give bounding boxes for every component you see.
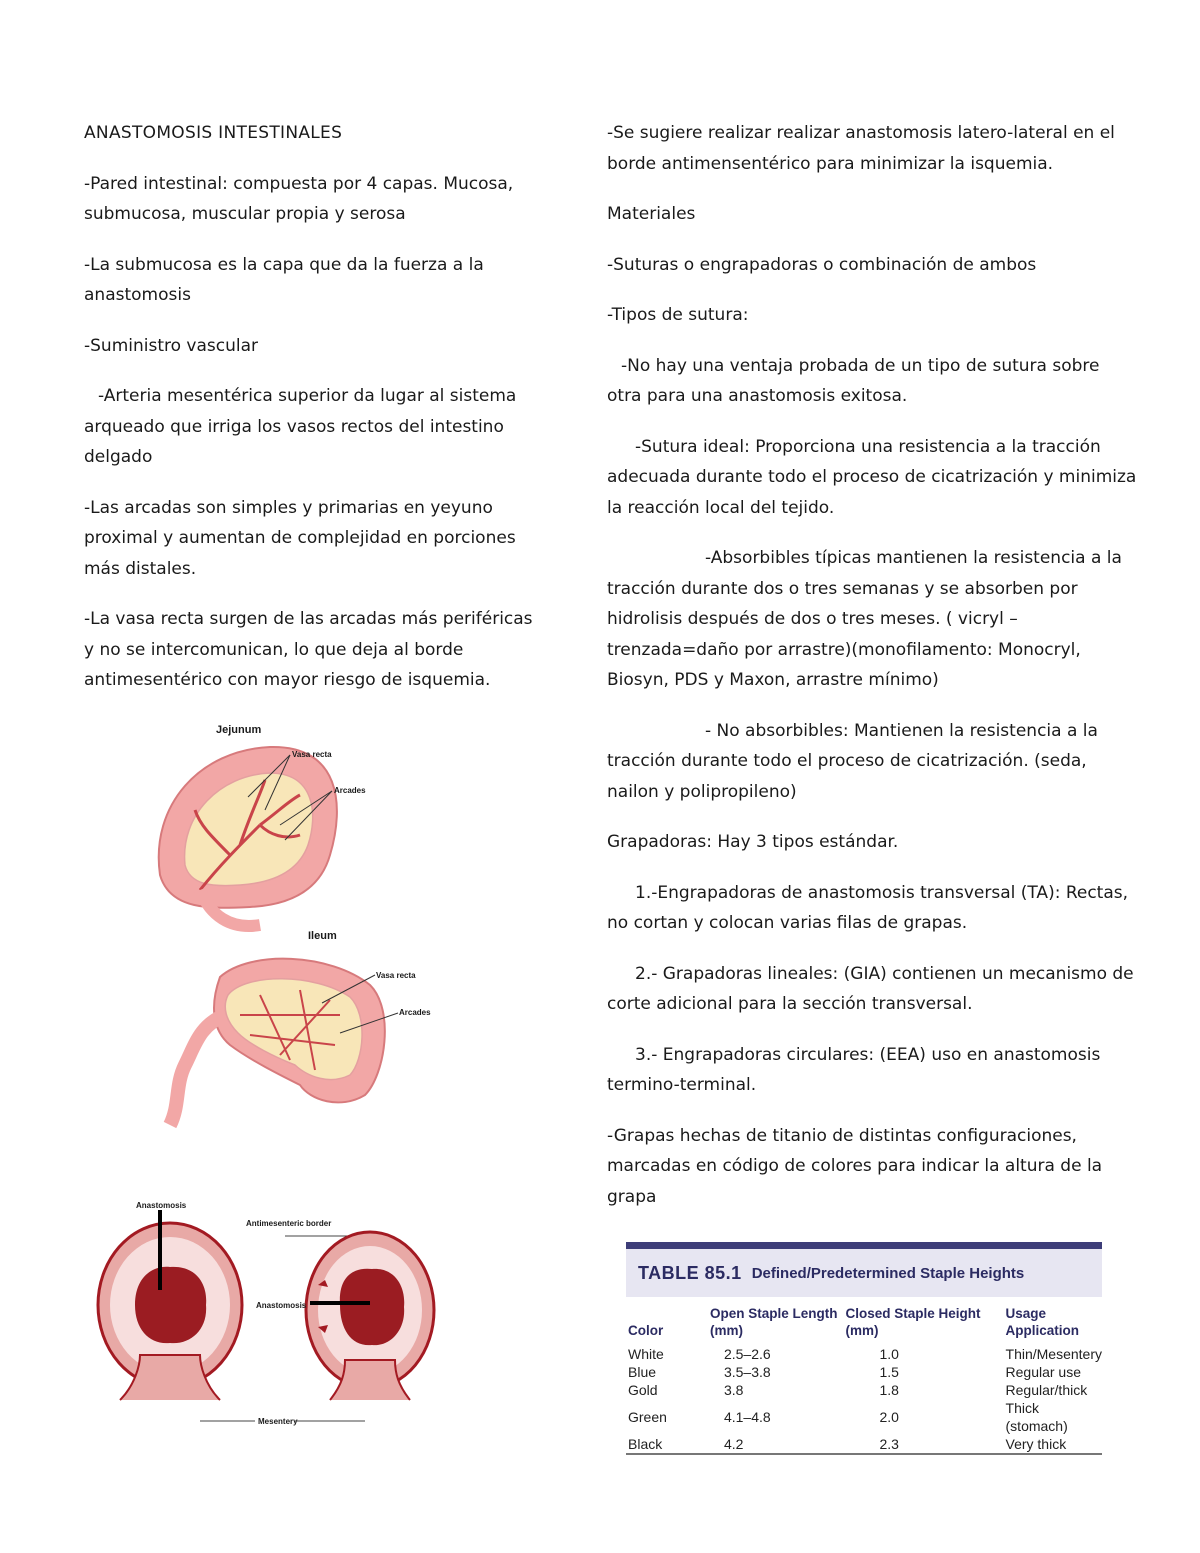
table-row — [626, 1435, 1102, 1454]
table-number: TABLE 85.1 — [638, 1262, 742, 1283]
table-row — [626, 1381, 1102, 1399]
staple-table — [626, 1305, 1102, 1455]
cell-open-length: 2.5–2.6 — [723, 1346, 771, 1362]
heading-materiales: Materiales — [607, 204, 696, 224]
paragraph-mesenteric-artery: -Arteria mesentérica superior da lugar al sistema arqueado que irriga los vasos rectos del intestino delgado — [84, 386, 517, 467]
ileum-label: Ileum — [308, 930, 337, 942]
cell-usage: Regular use — [1005, 1364, 1082, 1380]
staple-heights-table — [626, 1242, 1102, 1452]
cell-open-length: 3.8 — [723, 1382, 744, 1398]
paragraph-suturas: -Suturas o engrapadoras o combinación de ambos — [607, 254, 1037, 275]
cell-color: Black — [626, 1435, 710, 1454]
header-open-length: Open Staple Length (mm) — [709, 1306, 838, 1338]
left-column — [84, 118, 534, 716]
cell-closed-height: 2.0 — [879, 1409, 899, 1425]
right-column — [607, 118, 1137, 1232]
paragraph-absorbibles: -Absorbibles típicas mantienen la resistencia a la tracción durante dos o tres semanas y se absorben por hidrolisis después de dos o tres meses. ( vicryl – trenzada=daño por arrastre)(monofilamento: Monocryl, Biosyn, PDS y Maxon, arrastre mínimo) — [607, 548, 1122, 690]
cell-open-length: 3.5–3.8 — [723, 1364, 771, 1380]
paragraph-vascular-supply: -Suministro vascular — [84, 335, 259, 356]
cell-closed-height: 1.0 — [879, 1346, 899, 1362]
paragraph-intestinal-wall: -Pared intestinal: compuesta por 4 capas. Mucosa, submucosa, muscular propia y serosa — [84, 173, 514, 224]
paragraph-engrapadoras-ta: 1.-Engrapadoras de anastomosis transversal (TA): Rectas, no cortan y colocan varias filas de grapas. — [607, 882, 1129, 933]
table-caption: Defined/Predetermined Staple Heights — [751, 1264, 1025, 1282]
paragraph-vasa-recta: -La vasa recta surgen de las arcadas más periféricas y no se intercomunican, lo que deja al borde antimesentérico con mayor riesgo de isquemia. — [84, 609, 533, 690]
right-lumen — [340, 1269, 404, 1345]
table-row — [626, 1399, 1102, 1435]
table-row — [626, 1345, 1102, 1363]
jejunum-ileum-illustration — [140, 715, 440, 1150]
arcades-label-jejunum: Arcades — [334, 786, 366, 795]
table-row — [626, 1363, 1102, 1381]
paragraph-submucosa: -La submucosa es la capa que da la fuerza a la anastomosis — [84, 254, 484, 305]
header-usage: Usage Application — [1005, 1306, 1080, 1338]
cell-open-length: 4.1–4.8 — [723, 1409, 771, 1425]
paragraph-no-absorbibles: - No absorbibles: Mantienen la resistencia a la tracción durante todo el proceso de cicatrización. (seda, nailon y polipropileno) — [607, 720, 1098, 802]
cell-closed-height: 1.8 — [879, 1382, 899, 1398]
paragraph-grapas-titanio: -Grapas hechas de titanio de distintas configuraciones, marcadas en código de colores para indicar la altura de la grapa — [607, 1125, 1103, 1207]
paragraph-grapadoras-gia: 2.- Grapadoras lineales: (GIA) contienen un mecanismo de corte adicional para la sección transversal. — [607, 963, 1134, 1014]
document-title: ANASTOMOSIS INTESTINALES — [84, 123, 343, 143]
jejunum-label: Jejunum — [216, 724, 262, 736]
header-color: Color — [628, 1323, 664, 1338]
anastomosis-cross-section-illustration — [80, 1195, 460, 1460]
paragraph-grapadoras: Grapadoras: Hay 3 tipos estándar. — [607, 832, 899, 852]
mesentery-label: Mesentery — [258, 1417, 298, 1426]
ileum-mesentery — [225, 979, 362, 1080]
vasa-recta-label-ileum: Vasa recta — [376, 971, 416, 980]
anastomosis-mid-label: Anastomosis — [256, 1301, 307, 1310]
cell-usage: Regular/thick — [1005, 1382, 1088, 1398]
left-lumen — [135, 1267, 206, 1343]
cell-color: Gold — [628, 1382, 658, 1398]
header-closed-height: Closed Staple Height (mm) — [845, 1306, 981, 1338]
ileum-stump — [170, 1015, 225, 1125]
paragraph-engrapadoras-eea: 3.- Engrapadoras circulares: (EEA) uso en anastomosis termino-terminal. — [607, 1044, 1101, 1095]
paragraph-tipos-sutura: -Tipos de sutura: — [607, 305, 749, 325]
cell-usage: Thick (stomach) — [1005, 1400, 1068, 1434]
cell-usage: Very thick — [1006, 1435, 1102, 1454]
paragraph-latero-lateral: -Se sugiere realizar realizar anastomosis latero-lateral en el borde antimensentérico para minimizar la isquemia. — [607, 123, 1115, 174]
cell-closed-height: 1.5 — [879, 1364, 899, 1380]
table-header-bar — [626, 1242, 1102, 1297]
anastomosis-top-label: Anastomosis — [136, 1201, 187, 1210]
cell-closed-height: 2.3 — [845, 1435, 1005, 1454]
cell-color: Blue — [628, 1364, 657, 1380]
cell-color: White — [628, 1346, 664, 1362]
paragraph-ventaja: -No hay una ventaja probada de un tipo de sutura sobre otra para una anastomosis exitosa. — [607, 355, 1100, 406]
vasa-recta-label-jejunum: Vasa recta — [292, 750, 332, 759]
paragraph-sutura-ideal: -Sutura ideal: Proporciona una resistencia a la tracción adecuada durante todo el proceso de cicatrización y minimiza la reacción local del tejido. — [607, 436, 1137, 518]
table-header-row — [626, 1305, 1102, 1345]
cell-usage: Thin/Mesentery — [1005, 1346, 1102, 1362]
paragraph-arcades: -Las arcadas son simples y primarias en yeyuno proximal y aumentan de complejidad en porciones más distales. — [84, 497, 516, 579]
cell-color: Green — [628, 1409, 667, 1425]
antimesenteric-label: Antimesenteric border — [246, 1219, 332, 1228]
cell-open-length: 4.2 — [710, 1435, 846, 1454]
arcades-label-ileum: Arcades — [399, 1008, 431, 1017]
